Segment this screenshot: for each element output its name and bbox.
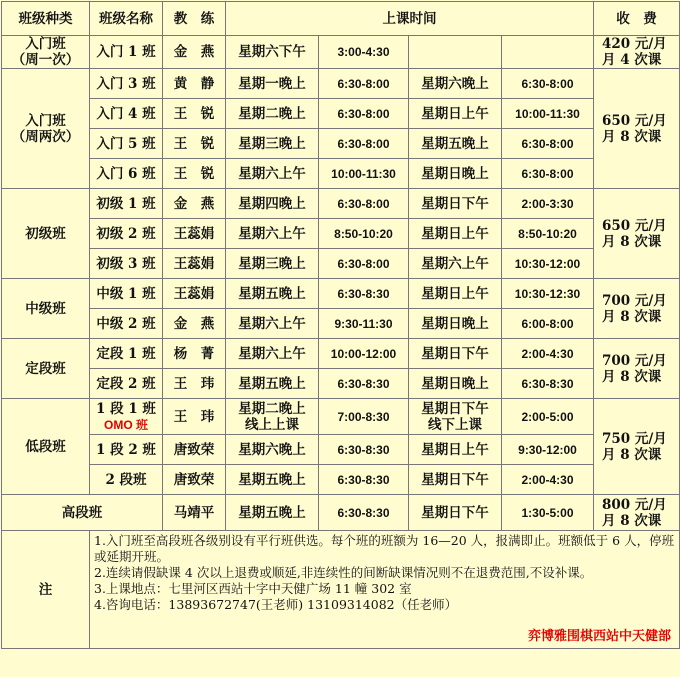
class-row bbox=[2, 399, 680, 435]
session-day-2: 星期日上午 bbox=[409, 99, 502, 129]
session-time-1: 3:00-4:30 bbox=[319, 36, 409, 69]
monthly-fee-line: 月 8 次课 bbox=[602, 446, 662, 463]
class-name-text: 1 段 2 班 bbox=[96, 441, 156, 458]
coach-name: 王蕊娟 bbox=[163, 249, 226, 279]
coach-name: 王 玮 bbox=[163, 369, 226, 399]
coach-name: 马靖平 bbox=[163, 495, 226, 531]
club-name: 弈博雅围棋西站中天健部 bbox=[527, 629, 671, 644]
session-time-2: 6:30-8:00 bbox=[502, 69, 594, 99]
class-name bbox=[90, 279, 163, 309]
session-time-1: 6:30-8:00 bbox=[319, 129, 409, 159]
class-name-text: 定段 2 班 bbox=[96, 375, 156, 392]
session-day-1: 星期二晚上 bbox=[226, 99, 319, 129]
note-line: 4.咨询电话：13893672747(王老师) 13109314082（任老师） bbox=[94, 597, 458, 612]
session-day-1: 星期三晚上 bbox=[226, 129, 319, 159]
monthly-fee bbox=[594, 399, 680, 495]
coach-name: 王 锐 bbox=[163, 129, 226, 159]
session-day-2: 星期日晚上 bbox=[409, 309, 502, 339]
session-time-1: 6:30-8:00 bbox=[319, 189, 409, 219]
session-day-1: 星期四晚上 bbox=[226, 189, 319, 219]
coach-name: 王 玮 bbox=[163, 399, 226, 435]
session-time-1: 10:00-12:00 bbox=[319, 339, 409, 369]
session-day-2: 星期日下午 bbox=[409, 189, 502, 219]
class-category bbox=[2, 69, 90, 189]
notes-content bbox=[90, 531, 680, 649]
session-time-2: 6:30-8:00 bbox=[502, 129, 594, 159]
note-line: 2.连续请假缺课 4 次以上退费或顺延,非连续性的间断缺课情况则不在退费范围,不设补课。 bbox=[94, 565, 593, 580]
class-row bbox=[2, 69, 680, 99]
class-row bbox=[2, 129, 680, 159]
note-line: 1.入门班至高段班各级别设有平行班供选。每个班的班额为 16—20 人，报满即止。班额低于 6 人，停班或延期开班。 bbox=[94, 533, 675, 564]
class-name bbox=[90, 189, 163, 219]
session-day-1: 星期三晚上 bbox=[226, 249, 319, 279]
notes-row bbox=[2, 531, 680, 649]
header-category: 班级种类 bbox=[2, 2, 90, 36]
class-category-line: 入门班 bbox=[25, 112, 66, 129]
monthly-fee-line: 700 元/月 bbox=[602, 352, 667, 369]
class-category-line: （周两次） bbox=[11, 128, 80, 145]
session-day-2-line: 线下上课 bbox=[428, 416, 482, 433]
session-time-1: 6:30-8:30 bbox=[319, 369, 409, 399]
class-name-text: 入门 5 班 bbox=[96, 135, 156, 152]
class-name-text: 入门 1 班 bbox=[96, 44, 156, 60]
monthly-fee-line: 月 8 次课 bbox=[602, 128, 662, 145]
monthly-fee bbox=[594, 339, 680, 399]
coach-name: 王蕊娟 bbox=[163, 279, 226, 309]
class-name bbox=[90, 69, 163, 99]
class-name-text: 中级 1 班 bbox=[96, 285, 156, 302]
monthly-fee bbox=[594, 69, 680, 189]
class-row bbox=[2, 339, 680, 369]
class-name bbox=[90, 309, 163, 339]
session-day-2 bbox=[409, 36, 502, 69]
monthly-fee-line: 700 元/月 bbox=[602, 292, 667, 309]
class-category-line: （周一次） bbox=[11, 52, 80, 68]
monthly-fee-line: 650 元/月 bbox=[602, 217, 667, 234]
session-time-1: 8:50-10:20 bbox=[319, 219, 409, 249]
class-name-text: 1 段 1 班 bbox=[96, 400, 156, 417]
session-time-1: 7:00-8:30 bbox=[319, 399, 409, 435]
class-name bbox=[90, 99, 163, 129]
session-day-2: 星期五晚上 bbox=[409, 129, 502, 159]
header-row bbox=[2, 2, 680, 36]
class-row bbox=[2, 159, 680, 189]
monthly-fee-line: 月 4 次课 bbox=[602, 52, 662, 68]
session-day-2: 星期日晚上 bbox=[409, 159, 502, 189]
monthly-fee-line: 800 元/月 bbox=[602, 496, 667, 513]
monthly-fee-line: 月 8 次课 bbox=[602, 368, 662, 385]
session-day-2: 星期日晚上 bbox=[409, 369, 502, 399]
session-time-2: 2:00-5:00 bbox=[502, 399, 594, 435]
session-time-1: 6:30-8:00 bbox=[319, 249, 409, 279]
class-name-text: 2 段班 bbox=[105, 471, 147, 488]
session-time-1: 6:30-8:30 bbox=[319, 435, 409, 465]
session-time-1: 6:30-8:30 bbox=[319, 465, 409, 495]
class-row bbox=[2, 495, 680, 531]
class-category bbox=[2, 279, 90, 339]
session-day-2 bbox=[409, 399, 502, 435]
class-row bbox=[2, 219, 680, 249]
monthly-fee-line: 650 元/月 bbox=[602, 112, 667, 129]
class-row bbox=[2, 249, 680, 279]
session-day-1: 星期六上午 bbox=[226, 159, 319, 189]
class-category bbox=[2, 399, 90, 495]
class-name bbox=[90, 339, 163, 369]
session-day-1-line: 线上上课 bbox=[245, 416, 299, 433]
session-day-2: 星期日下午 bbox=[409, 495, 502, 531]
coach-name: 王 锐 bbox=[163, 99, 226, 129]
session-day-2: 星期日上午 bbox=[409, 219, 502, 249]
session-time-1: 6:30-8:30 bbox=[319, 495, 409, 531]
class-category-line: 入门班 bbox=[25, 36, 66, 52]
session-time-2: 10:30-12:30 bbox=[502, 279, 594, 309]
monthly-fee-line: 月 8 次课 bbox=[602, 233, 662, 250]
header-schedule: 上课时间 bbox=[226, 2, 594, 36]
header-coach: 教 练 bbox=[163, 2, 226, 36]
class-name bbox=[90, 399, 163, 435]
monthly-fee-line: 月 8 次课 bbox=[602, 308, 662, 325]
class-name bbox=[90, 249, 163, 279]
class-name-text: 初级 3 班 bbox=[96, 255, 156, 272]
monthly-fee bbox=[594, 189, 680, 279]
class-category-line: 定段班 bbox=[25, 360, 66, 377]
session-day-2: 星期日下午 bbox=[409, 339, 502, 369]
monthly-fee bbox=[594, 36, 680, 69]
class-schedule-table bbox=[1, 1, 680, 649]
coach-name: 金 燕 bbox=[163, 309, 226, 339]
coach-name: 唐致荣 bbox=[163, 465, 226, 495]
class-name-text: 入门 3 班 bbox=[96, 75, 156, 92]
class-row bbox=[2, 369, 680, 399]
session-time-2: 2:00-3:30 bbox=[502, 189, 594, 219]
session-day-1: 星期六下午 bbox=[226, 36, 319, 69]
coach-name: 杨 菁 bbox=[163, 339, 226, 369]
coach-name: 唐致荣 bbox=[163, 435, 226, 465]
session-time-2: 6:30-8:00 bbox=[502, 159, 594, 189]
class-row bbox=[2, 309, 680, 339]
session-day-2-line: 星期日下午 bbox=[421, 400, 489, 417]
class-name bbox=[90, 435, 163, 465]
session-time-1: 10:00-11:30 bbox=[319, 159, 409, 189]
session-time-2: 2:00-4:30 bbox=[502, 465, 594, 495]
class-name bbox=[90, 369, 163, 399]
class-name-text: 中级 2 班 bbox=[96, 315, 156, 332]
session-day-1: 星期六上午 bbox=[226, 339, 319, 369]
session-day-1: 星期五晚上 bbox=[226, 279, 319, 309]
notes-label: 注 bbox=[2, 531, 90, 649]
session-day-1-line: 星期二晚上 bbox=[238, 400, 306, 417]
session-day-1: 星期一晚上 bbox=[226, 69, 319, 99]
class-name bbox=[90, 219, 163, 249]
session-day-1: 星期五晚上 bbox=[226, 369, 319, 399]
session-time-2: 2:00-4:30 bbox=[502, 339, 594, 369]
class-category-line: 初级班 bbox=[25, 225, 66, 242]
session-time-2: 10:30-12:00 bbox=[502, 249, 594, 279]
class-category bbox=[2, 36, 90, 69]
monthly-fee-line: 420 元/月 bbox=[602, 36, 667, 52]
session-time-2: 6:30-8:30 bbox=[502, 369, 594, 399]
session-time-1: 6:30-8:00 bbox=[319, 99, 409, 129]
session-day-2: 星期日下午 bbox=[409, 465, 502, 495]
session-time-1: 6:30-8:30 bbox=[319, 279, 409, 309]
session-time-2: 8:50-10:20 bbox=[502, 219, 594, 249]
class-category-line: 低段班 bbox=[25, 438, 66, 455]
class-name-text: 初级 2 班 bbox=[96, 225, 156, 242]
session-time-2: 9:30-12:00 bbox=[502, 435, 594, 465]
session-day-1 bbox=[226, 399, 319, 435]
class-name-text: 入门 6 班 bbox=[96, 165, 156, 182]
coach-name: 王 锐 bbox=[163, 159, 226, 189]
session-day-1: 星期六上午 bbox=[226, 219, 319, 249]
monthly-fee bbox=[594, 495, 680, 531]
class-row bbox=[2, 279, 680, 309]
session-day-1: 星期六上午 bbox=[226, 309, 319, 339]
coach-name: 王蕊娟 bbox=[163, 219, 226, 249]
class-category bbox=[2, 189, 90, 279]
class-row bbox=[2, 189, 680, 219]
session-day-1: 星期六晚上 bbox=[226, 435, 319, 465]
class-category-line: 中级班 bbox=[25, 300, 66, 317]
coach-name: 金 燕 bbox=[163, 189, 226, 219]
coach-name: 金 燕 bbox=[163, 36, 226, 69]
note-line: 3.上课地点：七里河区西站十字中天健广场 11 幢 302 室 bbox=[94, 581, 412, 596]
session-time-2: 6:00-8:00 bbox=[502, 309, 594, 339]
coach-name: 黄 静 bbox=[163, 69, 226, 99]
class-category bbox=[2, 339, 90, 399]
session-day-1: 星期五晚上 bbox=[226, 495, 319, 531]
session-time-1: 9:30-11:30 bbox=[319, 309, 409, 339]
session-day-2: 星期日上午 bbox=[409, 435, 502, 465]
class-name bbox=[90, 36, 163, 69]
header-fee: 收 费 bbox=[594, 2, 680, 36]
session-time-2: 1:30-5:00 bbox=[502, 495, 594, 531]
session-time-1: 6:30-8:00 bbox=[319, 69, 409, 99]
class-name-text: 初级 1 班 bbox=[96, 195, 156, 212]
class-name-text: 入门 4 班 bbox=[96, 105, 156, 122]
class-row bbox=[2, 465, 680, 495]
header-class: 班级名称 bbox=[90, 2, 163, 36]
session-day-2: 星期六晚上 bbox=[409, 69, 502, 99]
session-day-1: 星期五晚上 bbox=[226, 465, 319, 495]
class-name bbox=[90, 129, 163, 159]
class-row bbox=[2, 435, 680, 465]
omo-badge: OMO 班 bbox=[104, 417, 148, 432]
class-name-text: 定段 1 班 bbox=[96, 345, 156, 362]
session-day-2: 星期六上午 bbox=[409, 249, 502, 279]
monthly-fee-line: 月 8 次课 bbox=[602, 512, 662, 529]
session-time-2 bbox=[502, 36, 594, 69]
class-row bbox=[2, 36, 680, 69]
class-row bbox=[2, 99, 680, 129]
class-category: 高段班 bbox=[2, 495, 163, 531]
monthly-fee bbox=[594, 279, 680, 339]
session-day-2: 星期日上午 bbox=[409, 279, 502, 309]
class-name bbox=[90, 159, 163, 189]
session-time-2: 10:00-11:30 bbox=[502, 99, 594, 129]
class-name bbox=[90, 465, 163, 495]
monthly-fee-line: 750 元/月 bbox=[602, 430, 667, 447]
